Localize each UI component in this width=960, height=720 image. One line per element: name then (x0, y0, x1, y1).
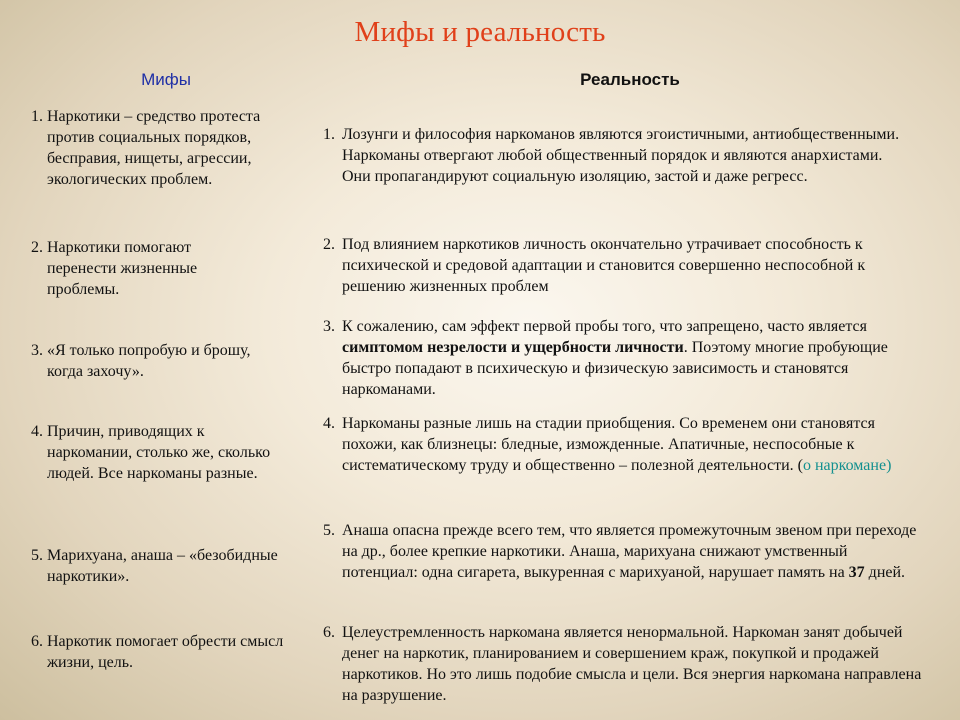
reality-text-part: Наркоманы разные лишь на стадии приобщения. Со временем они становятся похожи, как близнецы: бледные, изможденные. Апатичные, неспособные к систематическому труду и общественно – полезной деятельности. ( (342, 415, 876, 474)
myth-number: 6. (31, 633, 43, 650)
reality-number: 2. (323, 236, 335, 253)
reality-text: Под влиянием наркотиков личность окончательно утрачивает способность к психической и средовой адаптации и становится совершенно неспособной к решению жизненных проблем (342, 236, 866, 295)
reality-emphasis: симптомом незрелости и ущербности личности (342, 339, 684, 356)
myth-text: Марихуана, анаша – «безобидные наркотики». (47, 547, 278, 585)
reality-number: 3. (323, 318, 335, 335)
reality-text: Целеустремленность наркомана является ненормальной. Наркоман занят добычей денег на наркотик, планированием и совершением краж, покупкой и продажей наркотиков. Но это лишь подобие смысла и цели. Вся энергия наркомана направлена на разрушение. (342, 624, 922, 704)
reality-number: 5. (323, 522, 335, 539)
reality-text (342, 316, 917, 400)
reality-text-part: . Поэтому многие пробующие быстро попадают в психическую и физическую зависимость и становятся наркоманами. (342, 339, 888, 398)
reality-number: 4. (323, 415, 335, 432)
myth-text: Наркотики – средство протеста против социальных порядков, бесправия, нищеты, агрессии, экологических проблем. (47, 108, 261, 188)
reality-text-part: К сожалению, сам эффект первой пробы того, что запрещено, часто является (342, 318, 868, 335)
reality-text: Лозунги и философия наркоманов являются эгоистичными, антиобщественными. Наркоманы отвергают любой общественный порядок и являются анархистами. Они пропагандируют социальную изоляцию, застой и даже регресс. (342, 126, 900, 185)
about-addict-link[interactable]: о наркомане) (802, 457, 892, 474)
myth-text: Наркотик помогает обрести смысл жизни, цель. (47, 633, 284, 671)
myth-text: «Я только попробую и брошу, когда захочу». (47, 342, 251, 380)
reality-text (342, 520, 922, 583)
reality-text (342, 413, 927, 476)
myth-text: Наркотики помогают перенести жизненные проблемы. (47, 239, 198, 298)
reality-number: 6. (323, 624, 335, 641)
page-title: Мифы и реальность (354, 16, 606, 48)
reality-text-part: дней. (864, 564, 906, 581)
reality-number: 1. (323, 126, 335, 143)
myth-text: Причин, приводящих к наркомании, столько же, сколько людей. Все наркоманы разные. (47, 423, 271, 482)
reality-column-header: Реальность (580, 70, 680, 89)
myth-number: 5. (31, 547, 43, 564)
myth-number: 3. (31, 342, 43, 359)
myth-number: 2. (31, 239, 43, 256)
myth-number: 4. (31, 423, 43, 440)
reality-text-part: Анаша опасна прежде всего тем, что является промежуточным звеном при переходе на др., более крепкие наркотики. Анаша, марихуана снижают умственный потенциал: одна сигарета, выкуренная с марихуаной, нарушает память на (342, 522, 917, 581)
reality-emphasis: 37 (848, 564, 865, 581)
myths-column-header: Мифы (141, 70, 191, 89)
myth-number: 1. (31, 108, 43, 125)
